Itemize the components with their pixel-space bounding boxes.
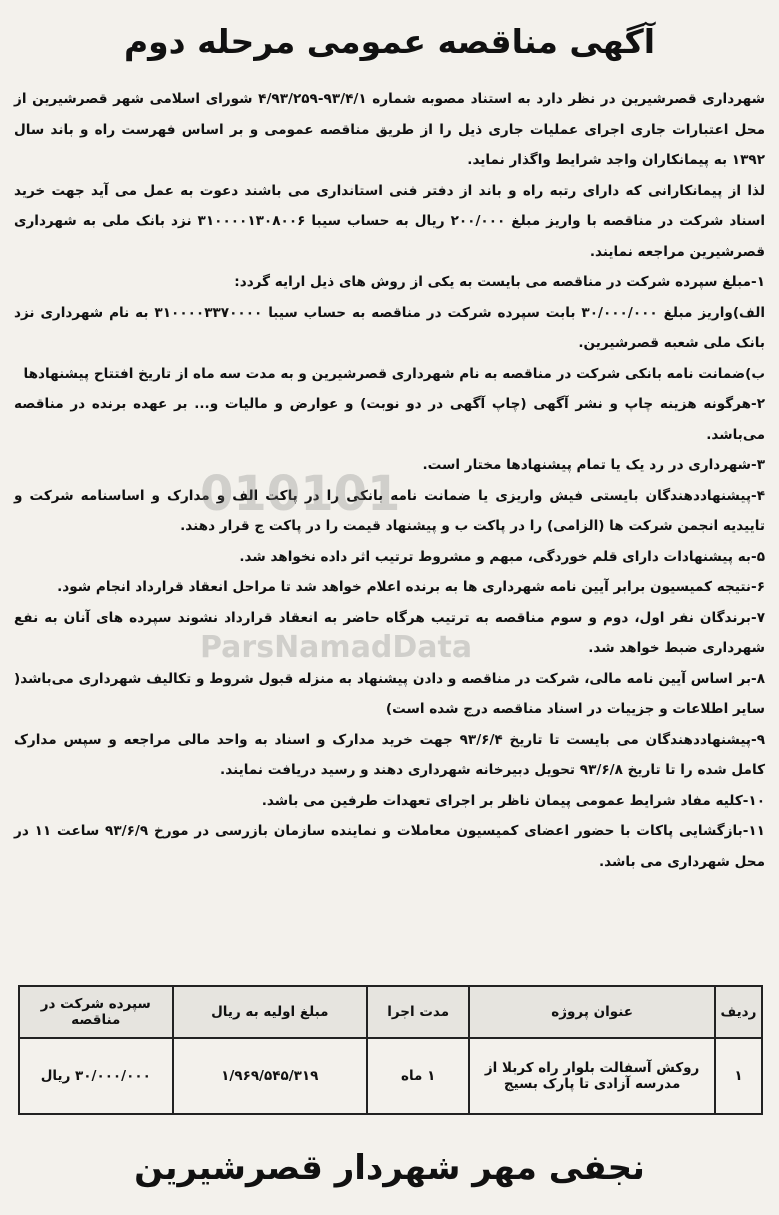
projects-table <box>18 985 763 1115</box>
cell-duration: ۱ ماه <box>367 1038 469 1114</box>
cell-project-title: روکش آسفالت بلوار راه کربلا از مدرسه آزادی تا پارک بسیج <box>469 1038 715 1114</box>
paragraph-invitation: لذا از پیمانکارانی که دارای رتبه راه و باند از دفتر فنی استانداری می باشند دعوت به عمل می آید جهت خرید اسناد شرکت در مناقصه با واریز مبلغ ۲۰۰/۰۰۰ ریال به حساب سیبا ۳۱۰۰۰۰۱۳۰۸۰۰۶ نزد بانک ملی به شهرداری قصرشیرین مراجعه نمایند. <box>14 182 765 260</box>
clause-5: ۵-به پیشنهادات دارای قلم خوردگی، مبهم و مشروط ترتیب اثر داده نخواهد شد. <box>239 548 765 565</box>
cell-row-number: ۱ <box>715 1038 762 1114</box>
clause-4: ۴-پیشنهاددهندگان بایستی فیش واریزی یا ضمانت نامه بانکی را در پاکت الف و مدارک و اساسنامه شرکت و تاییدیه انجمن شرکت ها (الزامی) را در پاکت ب و پیشنهاد قیمت را در پاکت ج قرار دهند. <box>14 487 765 534</box>
clause-1: ۱-مبلغ سپرده شرکت در مناقصه می بایست به یکی از روش های ذیل ارایه گردد: <box>234 274 765 290</box>
notice-body <box>14 84 765 877</box>
signature: نجفی مهر شهردار قصرشیرین <box>134 1148 645 1188</box>
header-duration: مدت اجرا <box>367 986 469 1038</box>
header-project-title: عنوان پروژه <box>469 986 715 1038</box>
clause-2: ۲-هرگونه هزینه چاپ و نشر آگهی (چاپ آگهی در دو نوبت) و عوارض و مالیات و... بر عهده برنده در مناقصه می‌باشد. <box>14 396 765 443</box>
clause-1a: الف)واریز مبلغ ۳۰/۰۰۰/۰۰۰ بابت سپرده شرکت در مناقصه به حساب سیبا ۳۱۰۰۰۰۳۳۷۰۰۰۰ به نام شهرداری نزد بانک ملی شعبه قصرشیرین. <box>14 304 765 351</box>
clause-8: ۸-بر اساس آیین نامه مالی، شرکت در مناقصه و دادن پیشنهاد به منزله قبول شروط و تکالیف شهرداری می‌باشد( سایر اطلاعات و جزییات در اسناد مناقصه درج شده است) <box>14 670 765 717</box>
header-row-number: ردیف <box>715 986 762 1038</box>
clause-11: ۱۱-بازگشایی پاکات با حضور اعضای کمیسیون معاملات و نماینده سازمان بازرسی در مورخ ۹۳/۶/۹ ساعت ۱۱ در محل شهرداری می باشد. <box>14 823 765 870</box>
clause-10: ۱۰-کلیه مفاد شرایط عمومی پیمان ناظر بر اجرای تعهدات طرفین می باشد. <box>261 792 765 809</box>
notice-title: آگهی مناقصه عمومی مرحله دوم <box>123 22 656 61</box>
header-deposit: سپرده شرکت در مناقصه <box>19 986 173 1038</box>
watermark-site: ParsNamadData <box>200 630 473 665</box>
watermark-number: 010101 <box>200 466 401 522</box>
clause-6: ۶-نتیجه کمیسیون برابر آیین نامه شهرداری ها به برنده اعلام خواهد شد تا مراحل انعقاد قرارداد انجام شود. <box>57 579 765 595</box>
header-initial-amount: مبلغ اولیه به ریال <box>173 986 367 1038</box>
clause-3: ۳-شهرداری در رد یک یا تمام پیشنهادها مختار است. <box>422 457 765 473</box>
cell-deposit: ۳۰/۰۰۰/۰۰۰ ریال <box>19 1038 173 1114</box>
clause-9: ۹-پیشنهاددهندگان می بایست تا تاریخ ۹۳/۶/۴ جهت خرید مدارک و اسناد به واحد مالی مراجعه و سپس مدارک کامل شده را تا تاریخ ۹۳/۶/۸ تحویل دبیرخانه شهرداری دهند و رسید دریافت نمایند. <box>14 731 765 778</box>
clause-7: ۷-برندگان نفر اول، دوم و سوم مناقصه به ترتیب هرگاه حاضر به انعقاد قرارداد نشوند سپرده های آنان به نفع شهرداری ضبط خواهد شد. <box>14 609 765 656</box>
clause-1b: ب)ضمانت نامه بانکی شرکت در مناقصه به نام شهرداری قصرشیرین و به مدت سه ماه از تاریخ افتتاح پیشنهادها <box>23 365 765 382</box>
cell-initial-amount: ۱/۹۶۹/۵۴۵/۳۱۹ <box>173 1038 367 1114</box>
table-header-row <box>19 986 762 1038</box>
paragraph-intro: شهرداری قصرشیرین در نظر دارد به استناد مصوبه شماره ۹۳/۴/۱-۴/۹۳/۲۵۹ شورای اسلامی شهر قصرشیرین از محل اعتبارات جاری اجرای عملیات جاری ذیل را از طریق مناقصه عمومی و بر اساس فهرست راه و باند سال ۱۳۹۲ به پیمانکاران واجد شرایط واگذار نماید. <box>14 91 765 168</box>
table-row <box>19 1038 762 1114</box>
